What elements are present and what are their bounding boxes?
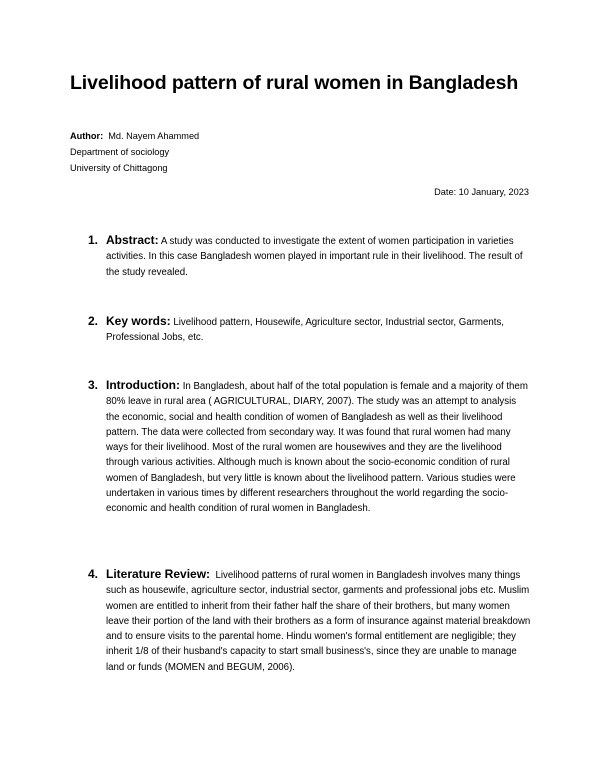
section-text: In Bangladesh, about half of the total population is female and a majority of them 80% leave in rural area ( AGRICULTURAL, DIARY, 2007). The study was an attempt to analysis the economic, social and health condition of women of Bangladesh as well as their livelihood pattern. The data were collected from secondary way. It was found that rural women had many ways for their livelihood. Most of the rural women are housewives and they are the livelihood through various activities. Although much is known about the socio-economic condition of rural women of Bangladesh, but very little is known about the livelihood pattern. Various studies were undertaken in various times by different researchers throughout the world regarding the socio-economic and health condition of rural women in Bangladesh. [106, 381, 528, 515]
author-name: Md. Nayem Ahammed [108, 131, 200, 141]
section-introduction [88, 378, 532, 517]
section-abstract [88, 233, 532, 280]
author-university: University of Chittagong [70, 163, 168, 173]
section-number: 2. [88, 314, 99, 328]
section-heading: Literature Review: [106, 567, 211, 581]
section-number: 3. [88, 378, 99, 392]
section-literature-review [88, 567, 532, 675]
section-heading: Introduction: [106, 378, 180, 392]
author-block [70, 128, 199, 176]
section-number: 1. [88, 233, 99, 247]
document-date: Date: 10 January, 2023 [434, 187, 529, 197]
section-number: 4. [88, 567, 99, 581]
section-text: A study was conducted to investigate the extent of women participation in varieties activities. In this case Bangladesh women played in important rule in their livelihood. The result of the study revealed. [106, 236, 523, 278]
section-text: Livelihood pattern, Housewife, Agriculture sector, Industrial sector, Garments, Professional Jobs, etc. [106, 317, 505, 344]
section-keywords [88, 314, 532, 346]
section-heading: Abstract: [106, 233, 159, 247]
author-department: Department of sociology [70, 147, 170, 157]
paper-title: Livelihood pattern of rural women in Bangladesh [70, 72, 519, 94]
section-heading: Key words: [106, 314, 171, 328]
author-label: Author: [70, 131, 104, 141]
section-text: Livelihood patterns of rural women in Bangladesh involves many things such as housewife, agriculture sector, industrial sector, garments and professional jobs etc. Muslim women are entitled to inherit from their father half the share of their brothers, but many women leave their portion of the land with their brothers as a form of insurance against material breakdown and to ensure visits to the parental home. Hindu women's formal entitlement are negligible; they inherit 1/8 of their husband's capacity to start small business's, since they are unable to manage land or funds (MOMEN and BEGUM, 2006). [106, 570, 531, 673]
author-line [70, 128, 199, 144]
